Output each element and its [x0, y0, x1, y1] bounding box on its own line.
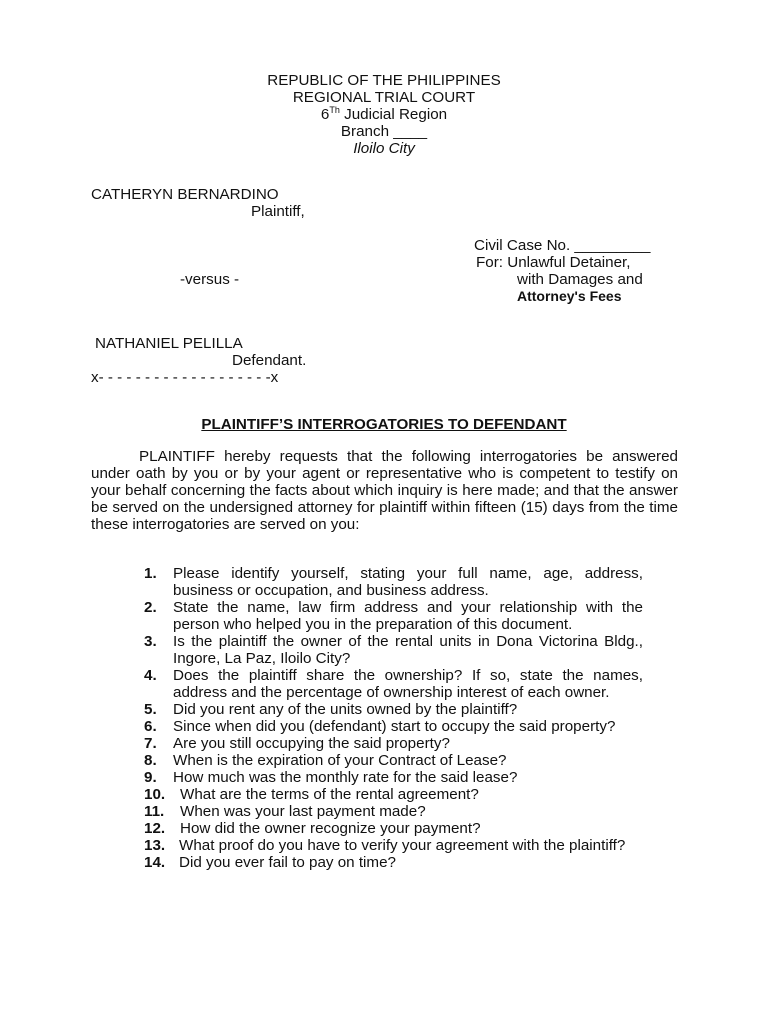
header-court: REGIONAL TRIAL COURT	[292, 89, 476, 106]
item-text: When was your last payment made?	[180, 803, 426, 820]
item-text: What are the terms of the rental agreement?	[180, 786, 479, 803]
versus-label: -versus -	[180, 271, 240, 288]
list-item	[144, 599, 643, 633]
item-number: 1.	[144, 565, 157, 582]
item-text: Since when did you (defendant) start to occupy the said property?	[173, 718, 616, 735]
interrogatory-list	[144, 565, 643, 871]
item-text: Did you ever fail to pay on time?	[179, 854, 396, 871]
list-item	[144, 735, 643, 752]
item-number: 10.	[144, 786, 166, 803]
item-number: 9.	[144, 769, 157, 786]
list-item	[144, 769, 643, 786]
case-for-line1: For: Unlawful Detainer,	[476, 254, 631, 271]
region-superscript: Th	[329, 104, 340, 115]
case-number: Civil Case No. _________	[474, 237, 651, 254]
item-number: 6.	[144, 718, 157, 735]
item-text: What proof do you have to verify your agreement with the plaintiff?	[179, 837, 626, 854]
list-item	[144, 667, 643, 701]
plaintiff-name: CATHERYN BERNARDINO	[91, 186, 279, 203]
list-item	[144, 803, 643, 820]
item-number: 13.	[144, 837, 166, 854]
header-city: Iloilo City	[353, 140, 415, 157]
list-item	[144, 718, 643, 735]
defendant-name: NATHANIEL PELILLA	[95, 335, 243, 352]
item-number: 8.	[144, 752, 157, 769]
item-number: 5.	[144, 701, 157, 718]
caption-separator: x- - - - - - - - - - - - - - - - - - -x	[91, 369, 279, 386]
item-number: 7.	[144, 735, 157, 752]
list-item	[144, 633, 643, 667]
item-number: 11.	[144, 803, 165, 820]
header-region	[0, 106, 768, 123]
list-item	[144, 565, 643, 599]
item-text: State the name, law firm address and your relationship with the person who helped you in the preparation of this document.	[173, 599, 643, 633]
item-number: 2.	[144, 599, 157, 616]
item-text: Does the plaintiff share the ownership? If so, state the names, address and the percentage of ownership interest of each owner.	[173, 667, 643, 701]
list-item	[144, 701, 643, 718]
list-item	[144, 820, 643, 837]
region-text: Judicial Region	[339, 106, 448, 123]
item-text: When is the expiration of your Contract of Lease?	[173, 752, 507, 769]
list-item	[144, 854, 643, 871]
defendant-role: Defendant.	[232, 352, 307, 369]
item-text: How did the owner recognize your payment?	[180, 820, 481, 837]
plaintiff-role: Plaintiff,	[251, 203, 305, 220]
item-text: How much was the monthly rate for the said lease?	[173, 769, 518, 786]
item-number: 14.	[144, 854, 166, 871]
case-for-line3: Attorney's Fees	[517, 288, 622, 304]
item-text: Please identify yourself, stating your full name, age, address, business or occupation, and business address.	[173, 565, 643, 599]
list-item	[144, 837, 643, 854]
list-item	[144, 786, 643, 803]
item-text: Are you still occupying the said property?	[173, 735, 450, 752]
intro-paragraph: PLAINTIFF hereby requests that the following interrogatories be answered under oath by you or by your agent or representative who is competent to testify on your behalf concerning the facts about which inquiry is here made; and that the answer be served on the undersigned attorney for plaintiff within fifteen (15) days from the time these interrogatories are served on you:	[91, 448, 678, 533]
region-number: 6	[320, 106, 330, 123]
header-branch: Branch ____	[340, 123, 428, 140]
item-number: 12.	[144, 820, 166, 837]
case-for-line2: with Damages and	[517, 271, 643, 288]
document-title: PLAINTIFF’S INTERROGATORIES TO DEFENDANT	[201, 416, 567, 433]
item-text: Is the plaintiff the owner of the rental units in Dona Victorina Bldg., Ingore, La Paz, Iloilo City?	[173, 633, 643, 667]
item-number: 3.	[144, 633, 157, 650]
list-item	[144, 752, 643, 769]
item-number: 4.	[144, 667, 157, 684]
item-text: Did you rent any of the units owned by the plaintiff?	[173, 701, 518, 718]
header-republic: REPUBLIC OF THE PHILIPPINES	[267, 72, 501, 89]
